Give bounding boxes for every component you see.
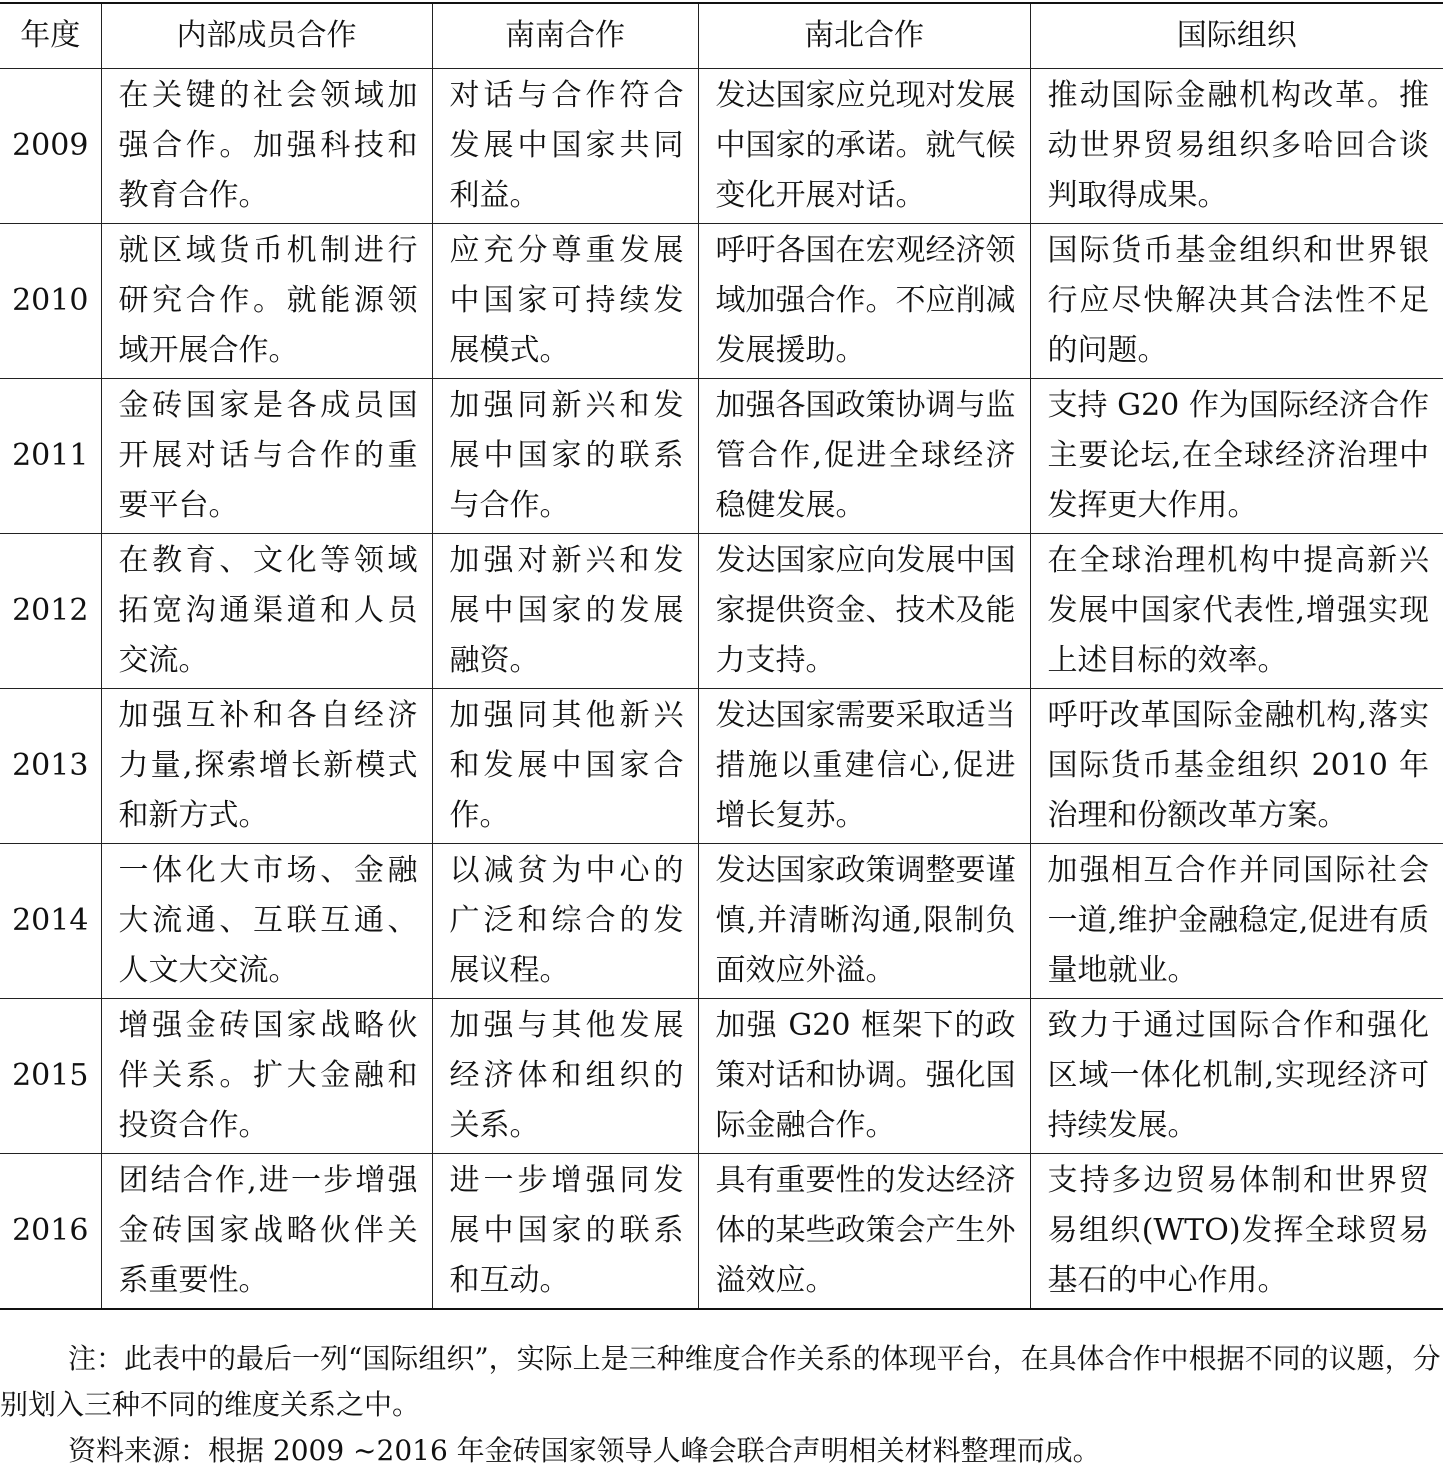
table-row (0, 379, 1443, 534)
table-cell: 对话与合作符合发展中国家共同利益。 (432, 69, 698, 224)
source-note: 资料来源：根据 2009 ~2016 年金砖国家领导人峰会联合声明相关材料整理而成。 (68, 1434, 1101, 1467)
table-row (0, 844, 1443, 999)
table-cell: 进一步增强同发展中国家的联系和互动。 (432, 1154, 698, 1310)
table-cell: 加强同新兴和发展中国家的联系与合作。 (432, 379, 698, 534)
table-cell: 以减贫为中心的广泛和综合的发展议程。 (432, 844, 698, 999)
table-header-row (0, 3, 1443, 69)
table-row (0, 689, 1443, 844)
table-cell: 应充分尊重发展中国家可持续发展模式。 (432, 224, 698, 379)
cooperation-table (0, 2, 1443, 1310)
table-cell: 发达国家政策调整要谨慎,并清晰沟通,限制负面效应外溢。 (698, 844, 1030, 999)
table-cell: 加强相互合作并同国际社会一道,维护金融稳定,促进有质量地就业。 (1030, 844, 1443, 999)
table-cell: 加强互补和各自经济力量,探索增长新模式和新方式。 (101, 689, 432, 844)
table-cell: 增强金砖国家战略伙伴关系。扩大金融和投资合作。 (101, 999, 432, 1154)
table-cell: 加强与其他发展经济体和组织的关系。 (432, 999, 698, 1154)
table-notes (0, 1336, 1443, 1474)
year-cell: 2011 (0, 379, 101, 534)
table-cell: 发达国家需要采取适当措施以重建信心,促进增长复苏。 (698, 689, 1030, 844)
table-cell: 一体化大市场、金融大流通、互联互通、人文大交流。 (101, 844, 432, 999)
table-cell: 呼吁改革国际金融机构,落实国际货币基金组织 2010 年治理和份额改革方案。 (1030, 689, 1443, 844)
year-cell: 2009 (0, 69, 101, 224)
table-cell: 发达国家应向发展中国家提供资金、技术及能力支持。 (698, 534, 1030, 689)
year-cell: 2016 (0, 1154, 101, 1310)
table-cell: 在教育、文化等领域拓宽沟通渠道和人员交流。 (101, 534, 432, 689)
table-row (0, 69, 1443, 224)
table-cell: 加强 G20 框架下的政策对话和协调。强化国际金融合作。 (698, 999, 1030, 1154)
header-international-orgs: 国际组织 (1030, 3, 1443, 69)
table-cell: 推动国际金融机构改革。推动世界贸易组织多哈回合谈判取得成果。 (1030, 69, 1443, 224)
table-cell: 支持 G20 作为国际经济合作主要论坛,在全球经济治理中发挥更大作用。 (1030, 379, 1443, 534)
table-cell: 在关键的社会领域加强合作。加强科技和教育合作。 (101, 69, 432, 224)
header-year: 年度 (0, 3, 101, 69)
table-cell: 加强同其他新兴和发展中国家合作。 (432, 689, 698, 844)
table-row (0, 224, 1443, 379)
header-south-south: 南南合作 (432, 3, 698, 69)
table-row (0, 1154, 1443, 1310)
year-cell: 2010 (0, 224, 101, 379)
table-row (0, 999, 1443, 1154)
table-cell: 支持多边贸易体制和世界贸易组织(WTO)发挥全球贸易基石的中心作用。 (1030, 1154, 1443, 1310)
table-row (0, 534, 1443, 689)
table-cell: 国际货币基金组织和世界银行应尽快解决其合法性不足的问题。 (1030, 224, 1443, 379)
year-cell: 2014 (0, 844, 101, 999)
table-note: 注：此表中的最后一列“国际组织”，实际上是三种维度合作关系的体现平台，在具体合作中根据不同的议题，分别划入三种不同的维度关系之中。 (0, 1342, 1441, 1421)
table-cell: 就区域货币机制进行研究合作。就能源领域开展合作。 (101, 224, 432, 379)
table-cell: 加强各国政策协调与监管合作,促进全球经济稳健发展。 (698, 379, 1030, 534)
table-cell: 致力于通过国际合作和强化区域一体化机制,实现经济可持续发展。 (1030, 999, 1443, 1154)
table-cell: 发达国家应兑现对发展中国家的承诺。就气候变化开展对话。 (698, 69, 1030, 224)
year-cell: 2015 (0, 999, 101, 1154)
table-cell: 具有重要性的发达经济体的某些政策会产生外溢效应。 (698, 1154, 1030, 1310)
table-cell: 加强对新兴和发展中国家的发展融资。 (432, 534, 698, 689)
table-cell: 团结合作,进一步增强金砖国家战略伙伴关系重要性。 (101, 1154, 432, 1310)
year-cell: 2012 (0, 534, 101, 689)
table-cell: 金砖国家是各成员国开展对话与合作的重要平台。 (101, 379, 432, 534)
header-internal-cooperation: 内部成员合作 (101, 3, 432, 69)
header-north-south: 南北合作 (698, 3, 1030, 69)
year-cell: 2013 (0, 689, 101, 844)
table-cell: 在全球治理机构中提高新兴发展中国家代表性,增强实现上述目标的效率。 (1030, 534, 1443, 689)
table-cell: 呼吁各国在宏观经济领域加强合作。不应削减发展援助。 (698, 224, 1030, 379)
